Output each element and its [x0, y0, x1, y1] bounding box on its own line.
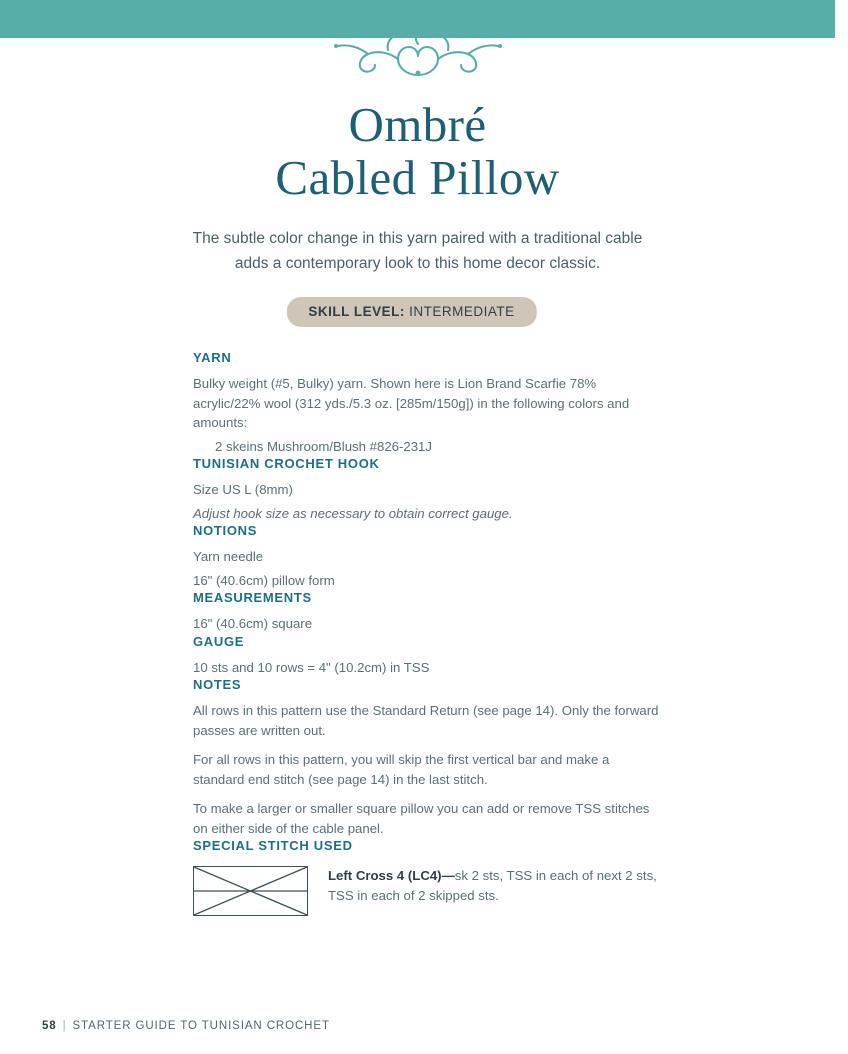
- pattern-details: [193, 350, 663, 916]
- section-heading-hook: TUNISIAN CROCHET HOOK: [193, 456, 380, 471]
- section-heading-notes: NOTES: [193, 677, 242, 692]
- hook-note: Adjust hook size as necessary to obtain correct gauge.: [193, 505, 513, 521]
- page-title: [0, 98, 835, 204]
- page-right-gutter: [835, 0, 848, 1054]
- special-stitch-name: Left Cross 4 (LC4)—: [328, 868, 455, 883]
- special-stitch-description: sk 2 sts, TSS in each of next 2 sts, TSS in each of 2 skipped sts.: [328, 868, 657, 903]
- section-heading-special-stitch: SPECIAL STITCH USED: [193, 838, 353, 853]
- skill-level-value: INTERMEDIATE: [409, 304, 515, 319]
- title-line-2: Cabled Pillow: [275, 150, 560, 205]
- section-heading-measurements: MEASUREMENTS: [193, 590, 312, 605]
- note-paragraph-1: All rows in this pattern use the Standard Return (see page 14). Only the forward passes are written out.: [193, 703, 659, 738]
- section-heading-gauge: GAUGE: [193, 633, 245, 649]
- notion-item-2: 16" (40.6cm) pillow form: [193, 572, 335, 588]
- flourish-ornament: [0, 26, 835, 78]
- page-footer: [42, 1020, 330, 1032]
- subtitle: [0, 226, 835, 276]
- hook-size: Size US L (8mm): [193, 482, 293, 497]
- yarn-description: Bulky weight (#5, Bulky) yarn. Shown here is Lion Brand Scarfie 78% acrylic/22% wool (312 yds./5.3 oz. [285m/150g]) in the following colors and amounts:: [193, 376, 630, 430]
- special-stitch-row: [193, 864, 663, 916]
- gauge-value: 10 sts and 10 rows = 4" (10.2cm) in TSS: [193, 659, 430, 675]
- footer-separator: |: [62, 1020, 67, 1032]
- skill-level-label: SKILL LEVEL:: [308, 304, 405, 319]
- footer-page-number: 58: [42, 1020, 57, 1032]
- footer-book-title: STARTER GUIDE TO TUNISIAN CROCHET: [72, 1020, 330, 1032]
- cable-cross-symbol: [193, 866, 308, 916]
- subtitle-text: The subtle color change in this yarn paired with a traditional cable adds a contemporary look to this home decor classic.: [192, 230, 643, 272]
- yarn-colorway: 2 skeins Mushroom/Blush #826-231J: [215, 438, 432, 454]
- skill-level-badge: [286, 297, 536, 327]
- special-stitch-text: [328, 864, 663, 905]
- note-paragraph-2: For all rows in this pattern, you will skip the first vertical bar and make a standard end stitch (see page 14) in the last stitch.: [193, 752, 610, 787]
- measurement-value: 16" (40.6cm) square: [193, 616, 313, 631]
- section-heading-yarn: YARN: [193, 350, 232, 365]
- notion-item-1: Yarn needle: [193, 549, 264, 564]
- section-heading-notions: NOTIONS: [193, 523, 258, 538]
- title-line-1: Ombré: [348, 97, 487, 152]
- note-paragraph-3: To make a larger or smaller square pillow you can add or remove TSS stitches on either side of the cable panel.: [193, 801, 650, 836]
